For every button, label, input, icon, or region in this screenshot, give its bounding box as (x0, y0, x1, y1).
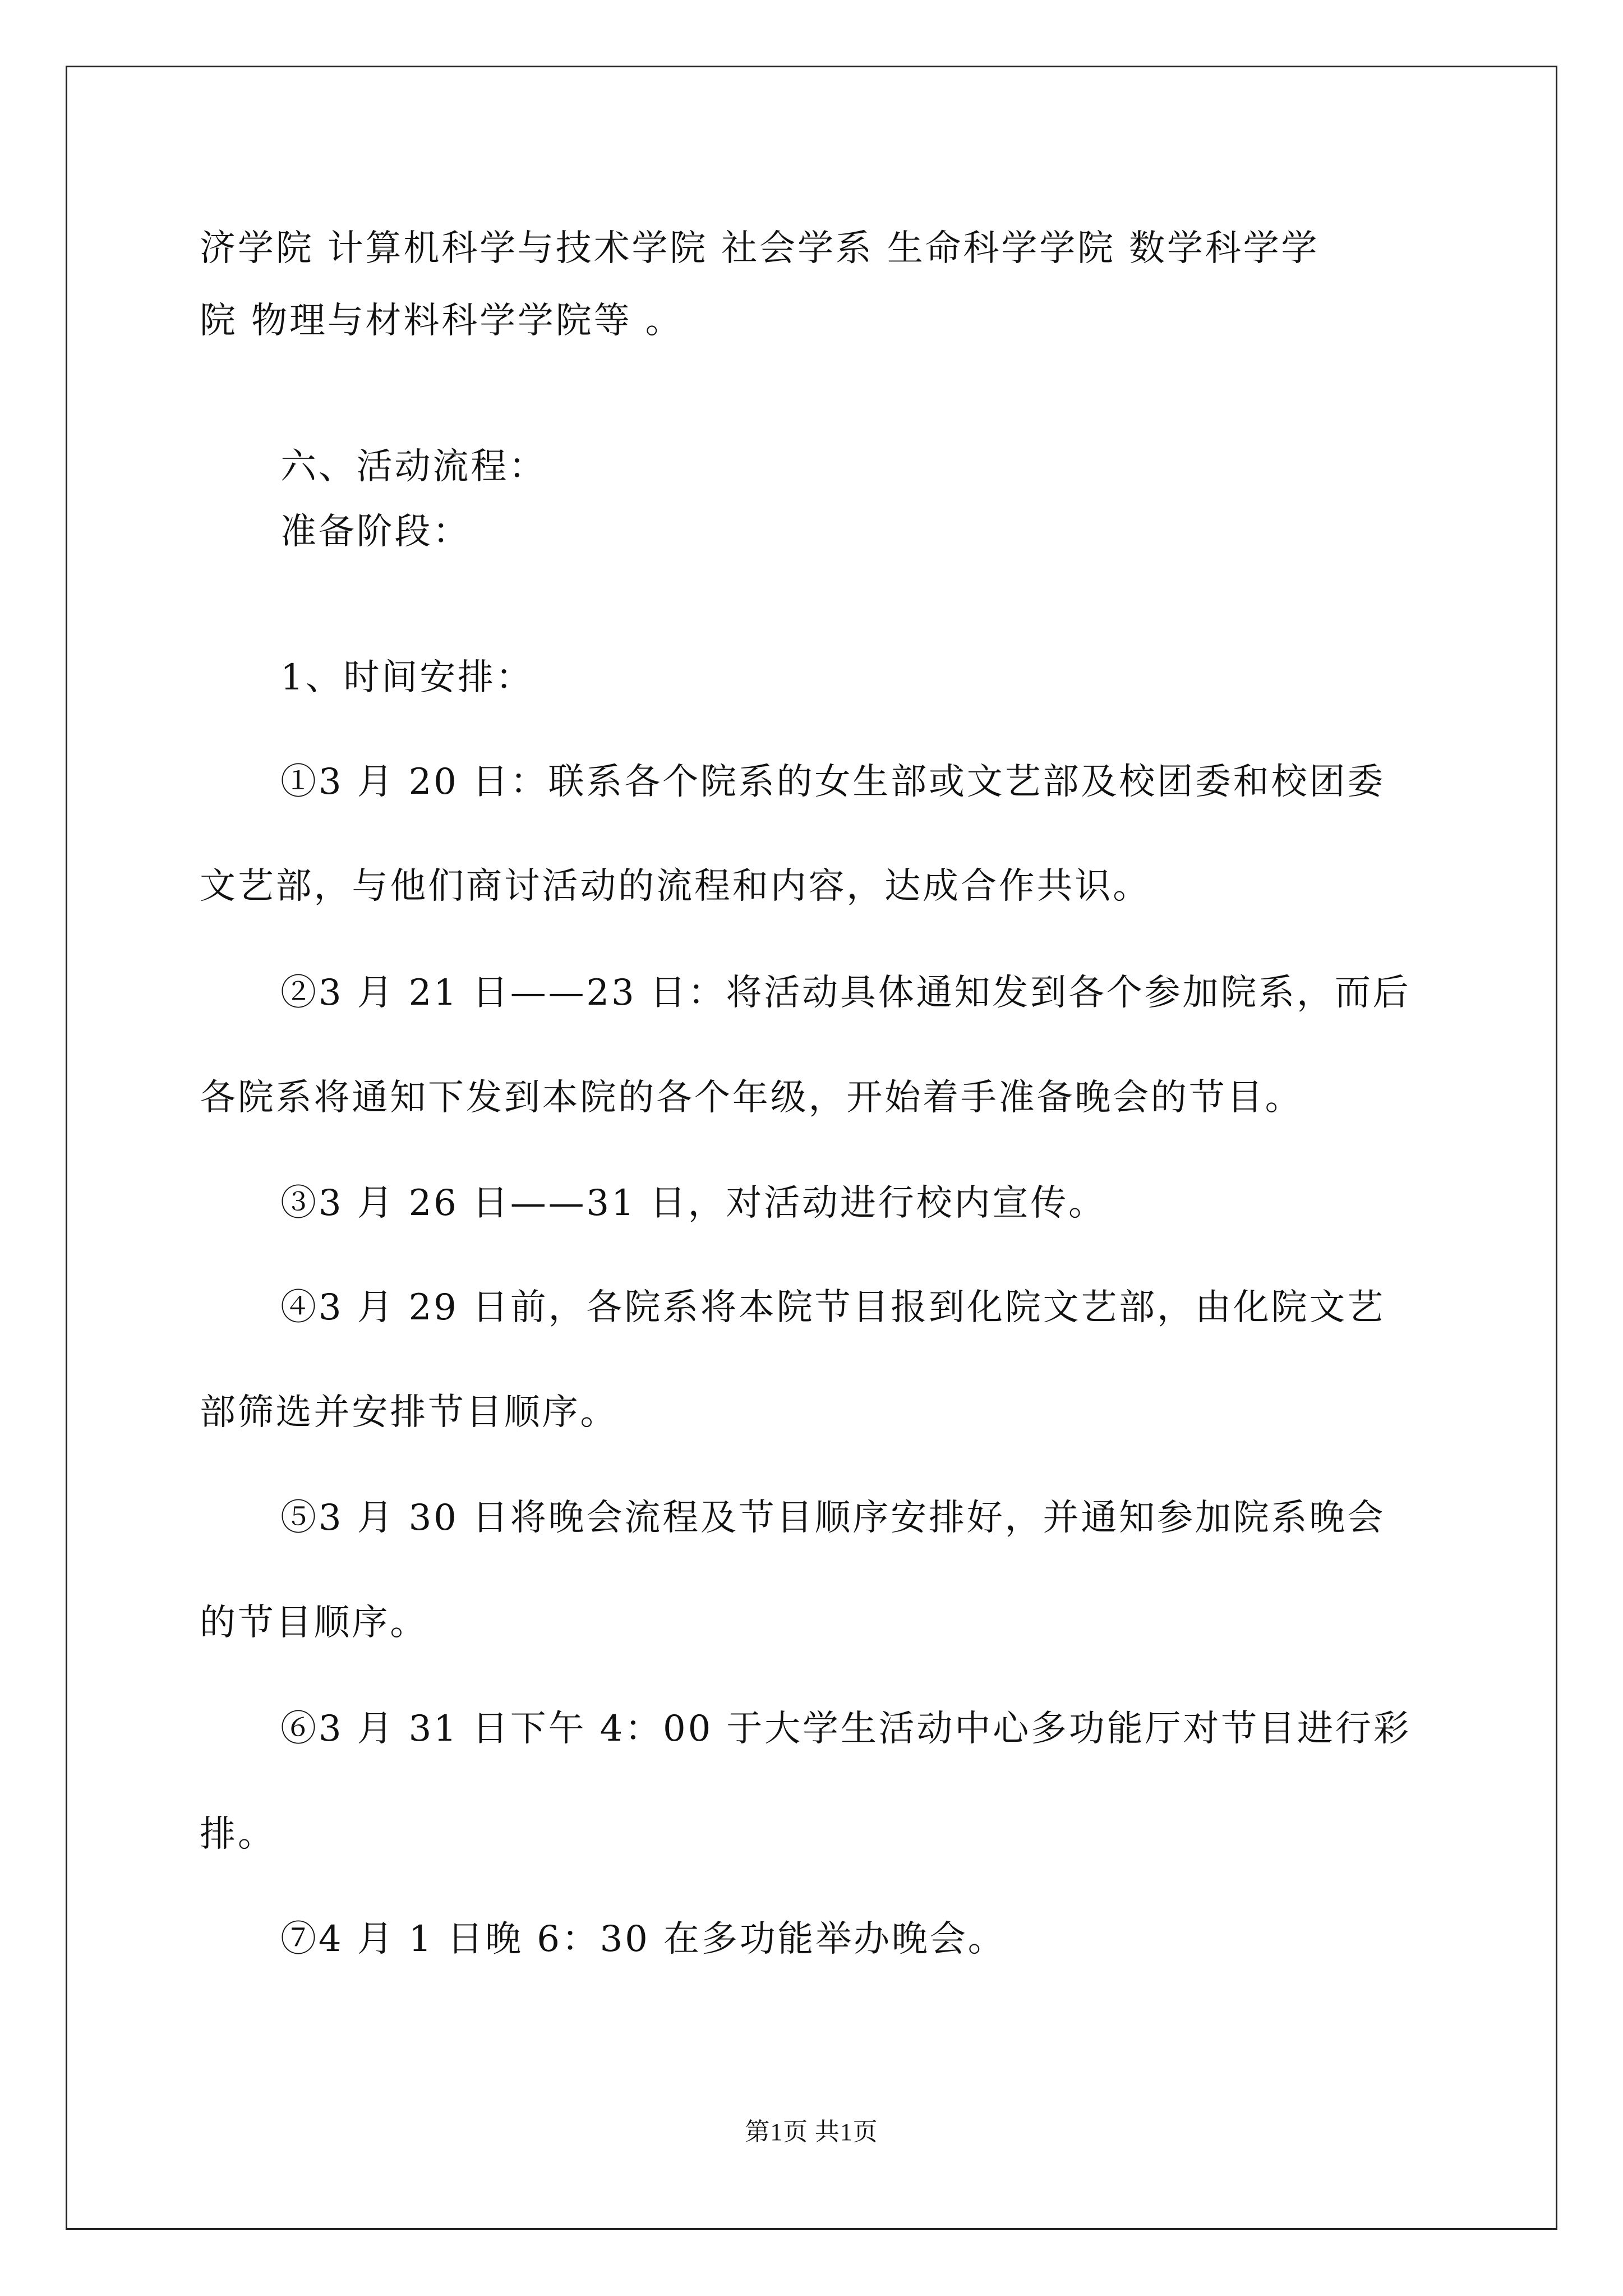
schedule-item-4-cont: 部筛选并安排节目顺序。 (200, 1392, 619, 1433)
schedule-item-4: ④3 月 29 日前，各院系将本院节目报到化院文艺部，由化院文艺 (280, 1287, 1386, 1328)
page-border (66, 66, 1557, 2230)
paragraph-line: 济学院 计算机科学与技术学院 社会学系 生命科学学院 数学科学学 (200, 228, 1320, 269)
schedule-item-1-cont: 文艺部，与他们商讨活动的流程和内容，达成合作共识。 (200, 866, 1151, 907)
schedule-item-6: ⑥3 月 31 日下午 4：00 于大学生活动中心多功能厅对节目进行彩 (280, 1708, 1412, 1750)
schedule-item-2: ②3 月 21 日——23 日：将活动具体通知发到各个参加院系，而后 (280, 972, 1411, 1014)
section-heading: 六、活动流程： (280, 446, 547, 487)
paragraph-line: 院 物理与材料科学学院等 。 (200, 300, 684, 342)
schedule-item-7: ⑦4 月 1 日晚 6：30 在多功能举办晚会。 (280, 1918, 1006, 1960)
schedule-item-1: ①3 月 20 日：联系各个院系的女生部或文艺部及校团委和校团委 (280, 761, 1386, 803)
list-heading: 1、时间安排： (280, 657, 534, 698)
schedule-item-5-cont: 的节目顺序。 (200, 1602, 428, 1644)
schedule-item-3: ③3 月 26 日——31 日，对活动进行校内宣传。 (280, 1182, 1106, 1224)
subsection-heading: 准备阶段： (280, 511, 471, 553)
schedule-item-2-cont: 各院系将通知下发到本院的各个年级，开始着手准备晚会的节目。 (200, 1077, 1303, 1119)
schedule-item-5: ⑤3 月 30 日将晚会流程及节目顺序安排好，并通知参加院系晚会 (280, 1497, 1386, 1539)
schedule-item-6-cont: 排。 (200, 1814, 276, 1855)
page-number: 第1页 共1页 (745, 2118, 878, 2146)
